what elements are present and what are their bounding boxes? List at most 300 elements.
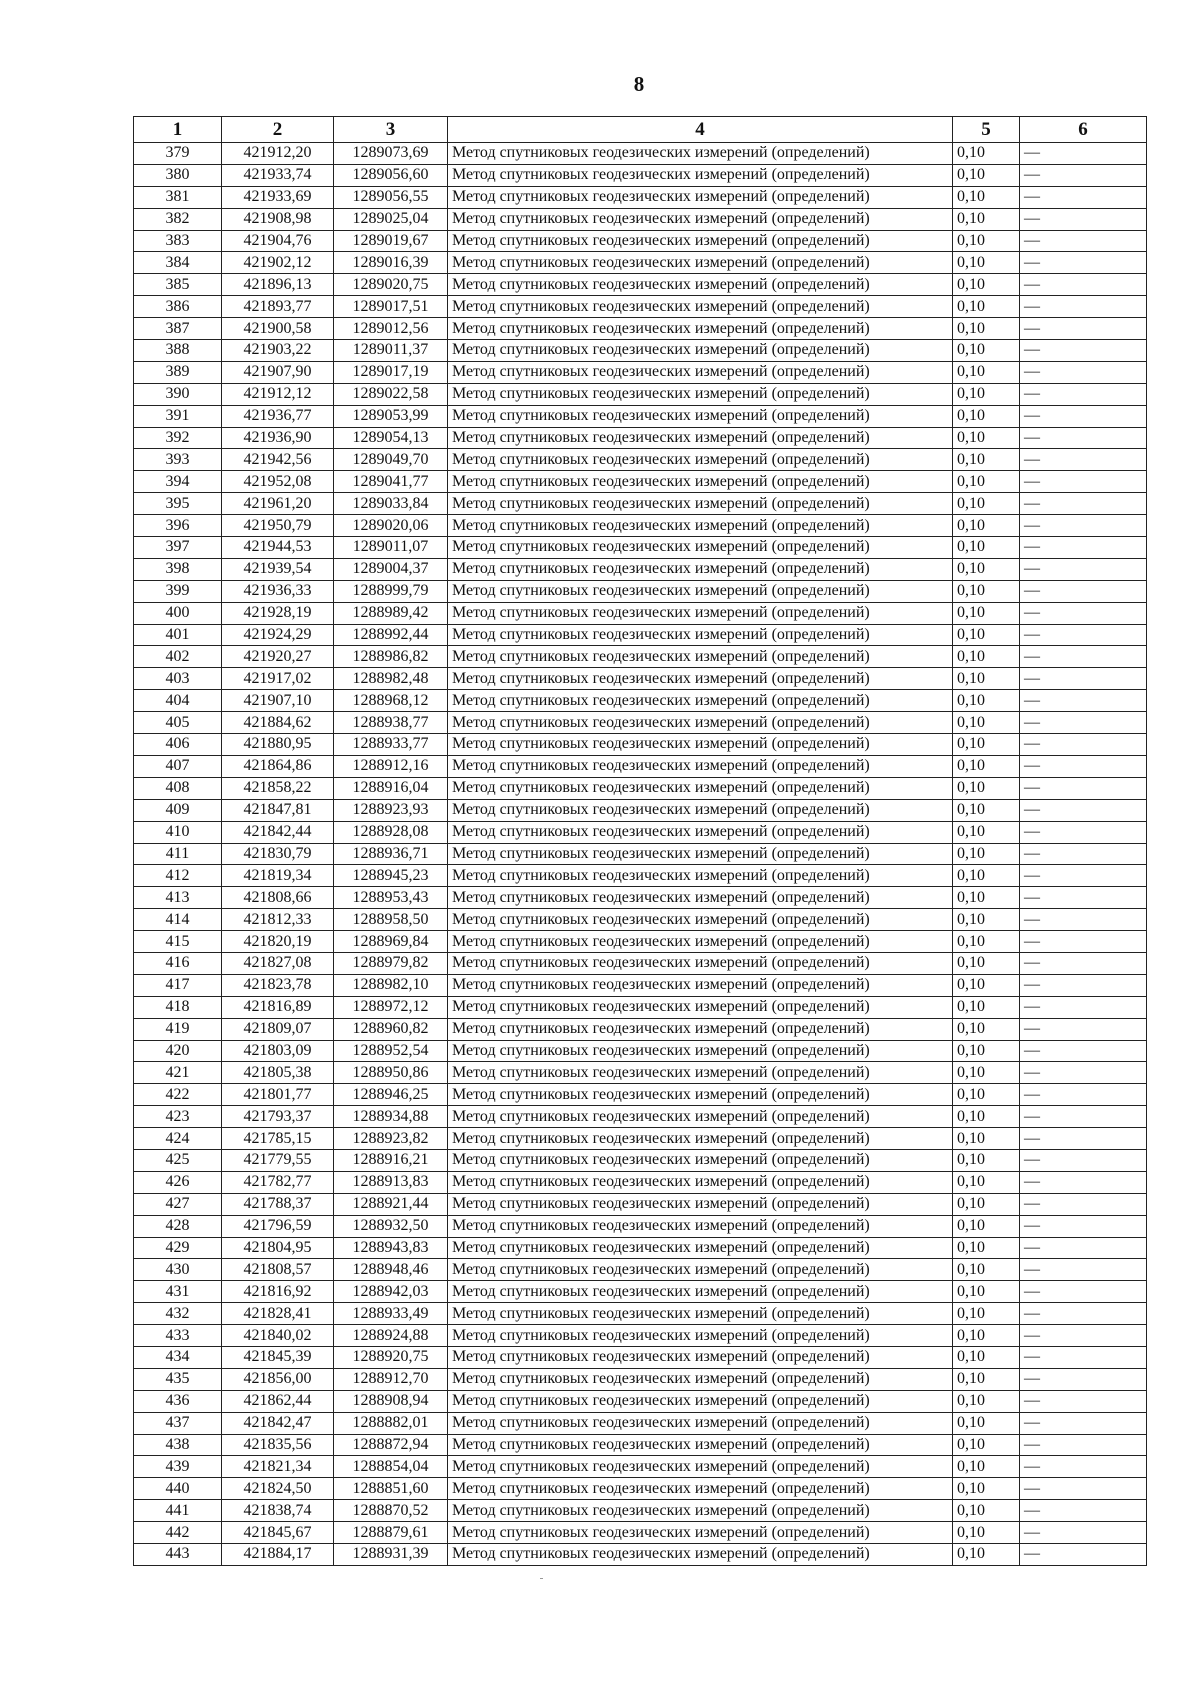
y-coordinate-cell: 1289053,99: [334, 405, 448, 427]
y-coordinate-cell: 1289011,37: [334, 340, 448, 362]
x-coordinate-cell: 421821,34: [222, 1456, 334, 1478]
precision-cell: 0,10: [953, 1128, 1020, 1150]
scan-speck: [540, 1578, 543, 1579]
point-number-cell: 441: [134, 1500, 222, 1522]
y-coordinate-cell: 1288958,50: [334, 909, 448, 931]
point-number-cell: 426: [134, 1171, 222, 1193]
precision-cell: 0,10: [953, 230, 1020, 252]
point-number-cell: 390: [134, 383, 222, 405]
y-coordinate-cell: 1288943,83: [334, 1237, 448, 1259]
x-coordinate-cell: 421779,55: [222, 1149, 334, 1171]
x-coordinate-cell: 421856,00: [222, 1368, 334, 1390]
point-number-cell: 437: [134, 1412, 222, 1434]
point-number-cell: 386: [134, 296, 222, 318]
precision-cell: 0,10: [953, 274, 1020, 296]
x-coordinate-cell: 421864,86: [222, 755, 334, 777]
table-row: [134, 471, 1147, 493]
method-cell: Метод спутниковых геодезических измерений (определений): [448, 1084, 953, 1106]
table-row: [134, 230, 1147, 252]
precision-cell: 0,10: [953, 1259, 1020, 1281]
description-cell: —: [1020, 230, 1147, 252]
table-row: [134, 405, 1147, 427]
description-cell: —: [1020, 1390, 1147, 1412]
method-cell: Метод спутниковых геодезических измерений (определений): [448, 1390, 953, 1412]
point-number-cell: 380: [134, 164, 222, 186]
x-coordinate-cell: 421902,12: [222, 252, 334, 274]
point-number-cell: 415: [134, 931, 222, 953]
x-coordinate-cell: 421907,10: [222, 690, 334, 712]
table-row: [134, 755, 1147, 777]
table-row: [134, 1040, 1147, 1062]
x-coordinate-cell: 421782,77: [222, 1171, 334, 1193]
description-cell: —: [1020, 1237, 1147, 1259]
method-cell: Метод спутниковых геодезических измерений (определений): [448, 340, 953, 362]
y-coordinate-cell: 1288908,94: [334, 1390, 448, 1412]
point-number-cell: 414: [134, 909, 222, 931]
precision-cell: 0,10: [953, 1237, 1020, 1259]
method-cell: Метод спутниковых геодезических измерений (определений): [448, 1368, 953, 1390]
point-number-cell: 413: [134, 887, 222, 909]
precision-cell: 0,10: [953, 361, 1020, 383]
y-coordinate-cell: 1289041,77: [334, 471, 448, 493]
method-cell: Метод спутниковых геодезических измерений (определений): [448, 230, 953, 252]
method-cell: Метод спутниковых геодезических измерений (определений): [448, 996, 953, 1018]
x-coordinate-cell: 421884,62: [222, 712, 334, 734]
precision-cell: 0,10: [953, 1456, 1020, 1478]
x-coordinate-cell: 421936,90: [222, 427, 334, 449]
table-row: [134, 1303, 1147, 1325]
x-coordinate-cell: 421840,02: [222, 1325, 334, 1347]
table-row: [134, 1390, 1147, 1412]
method-cell: Метод спутниковых геодезических измерений (определений): [448, 1193, 953, 1215]
precision-cell: 0,10: [953, 1149, 1020, 1171]
x-coordinate-cell: 421920,27: [222, 646, 334, 668]
x-coordinate-cell: 421828,41: [222, 1303, 334, 1325]
description-cell: —: [1020, 1128, 1147, 1150]
x-coordinate-cell: 421804,95: [222, 1237, 334, 1259]
description-cell: —: [1020, 1084, 1147, 1106]
method-cell: Метод спутниковых геодезических измерений (определений): [448, 537, 953, 559]
method-cell: Метод спутниковых геодезических измерений (определений): [448, 1303, 953, 1325]
precision-cell: 0,10: [953, 1390, 1020, 1412]
description-cell: —: [1020, 383, 1147, 405]
precision-cell: 0,10: [953, 755, 1020, 777]
y-coordinate-cell: 1288936,71: [334, 843, 448, 865]
y-coordinate-cell: 1288870,52: [334, 1500, 448, 1522]
precision-cell: 0,10: [953, 887, 1020, 909]
table-row: [134, 865, 1147, 887]
table-row: [134, 931, 1147, 953]
y-coordinate-cell: 1289056,60: [334, 164, 448, 186]
description-cell: —: [1020, 405, 1147, 427]
point-number-cell: 431: [134, 1281, 222, 1303]
y-coordinate-cell: 1289056,55: [334, 186, 448, 208]
precision-cell: 0,10: [953, 1062, 1020, 1084]
x-coordinate-cell: 421936,33: [222, 580, 334, 602]
method-cell: Метод спутниковых геодезических измерений (определений): [448, 668, 953, 690]
x-coordinate-cell: 421805,38: [222, 1062, 334, 1084]
precision-cell: 0,10: [953, 865, 1020, 887]
y-coordinate-cell: 1288942,03: [334, 1281, 448, 1303]
x-coordinate-cell: 421936,77: [222, 405, 334, 427]
x-coordinate-cell: 421819,34: [222, 865, 334, 887]
x-coordinate-cell: 421847,81: [222, 799, 334, 821]
method-cell: Метод спутниковых геодезических измерений (определений): [448, 712, 953, 734]
point-number-cell: 435: [134, 1368, 222, 1390]
x-coordinate-cell: 421900,58: [222, 318, 334, 340]
method-cell: Метод спутниковых геодезических измерений (определений): [448, 865, 953, 887]
point-number-cell: 419: [134, 1018, 222, 1040]
description-cell: —: [1020, 602, 1147, 624]
x-coordinate-cell: 421838,74: [222, 1500, 334, 1522]
description-cell: —: [1020, 1368, 1147, 1390]
y-coordinate-cell: 1288912,16: [334, 755, 448, 777]
x-coordinate-cell: 421896,13: [222, 274, 334, 296]
method-cell: Метод спутниковых геодезических измерений (определений): [448, 318, 953, 340]
point-number-cell: 434: [134, 1346, 222, 1368]
table-row: [134, 143, 1147, 165]
point-number-cell: 428: [134, 1215, 222, 1237]
y-coordinate-cell: 1288928,08: [334, 821, 448, 843]
point-number-cell: 384: [134, 252, 222, 274]
precision-cell: 0,10: [953, 493, 1020, 515]
description-cell: —: [1020, 755, 1147, 777]
y-coordinate-cell: 1288913,83: [334, 1171, 448, 1193]
point-number-cell: 433: [134, 1325, 222, 1347]
table-row: [134, 1500, 1147, 1522]
y-coordinate-cell: 1288945,23: [334, 865, 448, 887]
method-cell: Метод спутниковых геодезических измерений (определений): [448, 1478, 953, 1500]
point-number-cell: 403: [134, 668, 222, 690]
table-row: [134, 493, 1147, 515]
precision-cell: 0,10: [953, 1412, 1020, 1434]
method-cell: Метод спутниковых геодезических измерений (определений): [448, 493, 953, 515]
point-number-cell: 385: [134, 274, 222, 296]
method-cell: Метод спутниковых геодезических измерений (определений): [448, 821, 953, 843]
x-coordinate-cell: 421809,07: [222, 1018, 334, 1040]
y-coordinate-cell: 1289054,13: [334, 427, 448, 449]
precision-cell: 0,10: [953, 186, 1020, 208]
description-cell: —: [1020, 931, 1147, 953]
description-cell: —: [1020, 1193, 1147, 1215]
x-coordinate-cell: 421796,59: [222, 1215, 334, 1237]
method-cell: Метод спутниковых геодезических измерений (определений): [448, 1040, 953, 1062]
y-coordinate-cell: 1289017,51: [334, 296, 448, 318]
y-coordinate-cell: 1288972,12: [334, 996, 448, 1018]
header-cell-6: 6: [1020, 117, 1147, 143]
method-cell: Метод спутниковых геодезических измерений (определений): [448, 799, 953, 821]
description-cell: —: [1020, 1215, 1147, 1237]
description-cell: —: [1020, 1040, 1147, 1062]
table-row: [134, 887, 1147, 909]
method-cell: Метод спутниковых геодезических измерений (определений): [448, 580, 953, 602]
method-cell: Метод спутниковых геодезических измерений (определений): [448, 690, 953, 712]
description-cell: —: [1020, 1171, 1147, 1193]
point-number-cell: 418: [134, 996, 222, 1018]
description-cell: —: [1020, 777, 1147, 799]
y-coordinate-cell: 1288933,49: [334, 1303, 448, 1325]
point-number-cell: 443: [134, 1544, 222, 1566]
table-row: [134, 1018, 1147, 1040]
point-number-cell: 409: [134, 799, 222, 821]
table-row: [134, 1259, 1147, 1281]
y-coordinate-cell: 1289012,56: [334, 318, 448, 340]
method-cell: Метод спутниковых геодезических измерений (определений): [448, 143, 953, 165]
description-cell: —: [1020, 537, 1147, 559]
precision-cell: 0,10: [953, 1434, 1020, 1456]
header-cell-1: 1: [134, 117, 222, 143]
description-cell: —: [1020, 143, 1147, 165]
point-number-cell: 410: [134, 821, 222, 843]
y-coordinate-cell: 1288960,82: [334, 1018, 448, 1040]
x-coordinate-cell: 421939,54: [222, 558, 334, 580]
table-row: [134, 449, 1147, 471]
description-cell: —: [1020, 865, 1147, 887]
header-cell-4: 4: [448, 117, 953, 143]
description-cell: —: [1020, 296, 1147, 318]
method-cell: Метод спутниковых геодезических измерений (определений): [448, 515, 953, 537]
x-coordinate-cell: 421924,29: [222, 624, 334, 646]
precision-cell: 0,10: [953, 537, 1020, 559]
y-coordinate-cell: 1289020,06: [334, 515, 448, 537]
x-coordinate-cell: 421903,22: [222, 340, 334, 362]
description-cell: —: [1020, 449, 1147, 471]
y-coordinate-cell: 1288921,44: [334, 1193, 448, 1215]
description-cell: —: [1020, 1303, 1147, 1325]
y-coordinate-cell: 1288854,04: [334, 1456, 448, 1478]
method-cell: Метод спутниковых геодезических измерений (определений): [448, 1128, 953, 1150]
description-cell: —: [1020, 909, 1147, 931]
precision-cell: 0,10: [953, 1325, 1020, 1347]
table-row: [134, 799, 1147, 821]
x-coordinate-cell: 421823,78: [222, 974, 334, 996]
y-coordinate-cell: 1288999,79: [334, 580, 448, 602]
table-row: [134, 252, 1147, 274]
x-coordinate-cell: 421862,44: [222, 1390, 334, 1412]
method-cell: Метод спутниковых геодезических измерений (определений): [448, 296, 953, 318]
x-coordinate-cell: 421785,15: [222, 1128, 334, 1150]
precision-cell: 0,10: [953, 1215, 1020, 1237]
x-coordinate-cell: 421933,74: [222, 164, 334, 186]
precision-cell: 0,10: [953, 1193, 1020, 1215]
coordinates-table: [133, 116, 1147, 1566]
method-cell: Метод спутниковых геодезических измерений (определений): [448, 1544, 953, 1566]
table-row: [134, 1237, 1147, 1259]
point-number-cell: 422: [134, 1084, 222, 1106]
precision-cell: 0,10: [953, 1040, 1020, 1062]
table-row: [134, 734, 1147, 756]
precision-cell: 0,10: [953, 449, 1020, 471]
table-row: [134, 1215, 1147, 1237]
header-cell-3: 3: [334, 117, 448, 143]
point-number-cell: 439: [134, 1456, 222, 1478]
y-coordinate-cell: 1288932,50: [334, 1215, 448, 1237]
description-cell: —: [1020, 208, 1147, 230]
method-cell: Метод спутниковых геодезических измерений (определений): [448, 558, 953, 580]
table-row: [134, 712, 1147, 734]
y-coordinate-cell: 1288920,75: [334, 1346, 448, 1368]
point-number-cell: 379: [134, 143, 222, 165]
description-cell: —: [1020, 1346, 1147, 1368]
y-coordinate-cell: 1288872,94: [334, 1434, 448, 1456]
x-coordinate-cell: 421788,37: [222, 1193, 334, 1215]
precision-cell: 0,10: [953, 1522, 1020, 1544]
x-coordinate-cell: 421845,67: [222, 1522, 334, 1544]
method-cell: Метод спутниковых геодезических измерений (определений): [448, 952, 953, 974]
method-cell: Метод спутниковых геодезических измерений (определений): [448, 186, 953, 208]
method-cell: Метод спутниковых геодезических измерений (определений): [448, 252, 953, 274]
description-cell: —: [1020, 1106, 1147, 1128]
point-number-cell: 398: [134, 558, 222, 580]
point-number-cell: 394: [134, 471, 222, 493]
description-cell: —: [1020, 843, 1147, 865]
table-row: [134, 1544, 1147, 1566]
precision-cell: 0,10: [953, 777, 1020, 799]
table-header: [134, 117, 1147, 143]
y-coordinate-cell: 1288916,21: [334, 1149, 448, 1171]
y-coordinate-cell: 1288986,82: [334, 646, 448, 668]
table-row: [134, 558, 1147, 580]
x-coordinate-cell: 421904,76: [222, 230, 334, 252]
y-coordinate-cell: 1289033,84: [334, 493, 448, 515]
precision-cell: 0,10: [953, 909, 1020, 931]
table-row: [134, 1325, 1147, 1347]
table-row: [134, 383, 1147, 405]
table-row: [134, 296, 1147, 318]
y-coordinate-cell: 1289004,37: [334, 558, 448, 580]
precision-cell: 0,10: [953, 1171, 1020, 1193]
method-cell: Метод спутниковых геодезических измерений (определений): [448, 1456, 953, 1478]
point-number-cell: 399: [134, 580, 222, 602]
y-coordinate-cell: 1288950,86: [334, 1062, 448, 1084]
x-coordinate-cell: 421812,33: [222, 909, 334, 931]
table-row: [134, 1062, 1147, 1084]
method-cell: Метод спутниковых геодезических измерений (определений): [448, 1171, 953, 1193]
method-cell: Метод спутниковых геодезических измерений (определений): [448, 931, 953, 953]
x-coordinate-cell: 421884,17: [222, 1544, 334, 1566]
table-row: [134, 1171, 1147, 1193]
precision-cell: 0,10: [953, 712, 1020, 734]
method-cell: Метод спутниковых геодезических измерений (определений): [448, 1259, 953, 1281]
point-number-cell: 420: [134, 1040, 222, 1062]
description-cell: —: [1020, 1412, 1147, 1434]
y-coordinate-cell: 1288916,04: [334, 777, 448, 799]
y-coordinate-cell: 1288992,44: [334, 624, 448, 646]
y-coordinate-cell: 1288982,48: [334, 668, 448, 690]
point-number-cell: 429: [134, 1237, 222, 1259]
precision-cell: 0,10: [953, 296, 1020, 318]
description-cell: —: [1020, 1434, 1147, 1456]
method-cell: Метод спутниковых геодезических измерений (определений): [448, 208, 953, 230]
x-coordinate-cell: 421842,44: [222, 821, 334, 843]
description-cell: —: [1020, 274, 1147, 296]
method-cell: Метод спутниковых геодезических измерений (определений): [448, 974, 953, 996]
table-row: [134, 843, 1147, 865]
point-number-cell: 396: [134, 515, 222, 537]
method-cell: Метод спутниковых геодезических измерений (определений): [448, 1215, 953, 1237]
table-row: [134, 1128, 1147, 1150]
point-number-cell: 438: [134, 1434, 222, 1456]
method-cell: Метод спутниковых геодезических измерений (определений): [448, 361, 953, 383]
description-cell: —: [1020, 1281, 1147, 1303]
y-coordinate-cell: 1289073,69: [334, 143, 448, 165]
table-row: [134, 602, 1147, 624]
point-number-cell: 405: [134, 712, 222, 734]
description-cell: —: [1020, 624, 1147, 646]
description-cell: —: [1020, 1325, 1147, 1347]
table-row: [134, 208, 1147, 230]
table-row: [134, 646, 1147, 668]
description-cell: —: [1020, 558, 1147, 580]
point-number-cell: 416: [134, 952, 222, 974]
precision-cell: 0,10: [953, 1018, 1020, 1040]
x-coordinate-cell: 421830,79: [222, 843, 334, 865]
table-row: [134, 340, 1147, 362]
point-number-cell: 395: [134, 493, 222, 515]
x-coordinate-cell: 421952,08: [222, 471, 334, 493]
table-row: [134, 974, 1147, 996]
header-cell-5: 5: [953, 117, 1020, 143]
point-number-cell: 442: [134, 1522, 222, 1544]
y-coordinate-cell: 1288931,39: [334, 1544, 448, 1566]
x-coordinate-cell: 421824,50: [222, 1478, 334, 1500]
y-coordinate-cell: 1288879,61: [334, 1522, 448, 1544]
table-row: [134, 580, 1147, 602]
y-coordinate-cell: 1288933,77: [334, 734, 448, 756]
y-coordinate-cell: 1289011,07: [334, 537, 448, 559]
point-number-cell: 408: [134, 777, 222, 799]
y-coordinate-cell: 1288923,93: [334, 799, 448, 821]
precision-cell: 0,10: [953, 427, 1020, 449]
description-cell: —: [1020, 690, 1147, 712]
table-row: [134, 1434, 1147, 1456]
precision-cell: 0,10: [953, 931, 1020, 953]
method-cell: Метод спутниковых геодезических измерений (определений): [448, 1500, 953, 1522]
point-number-cell: 440: [134, 1478, 222, 1500]
method-cell: Метод спутниковых геодезических измерений (определений): [448, 1106, 953, 1128]
precision-cell: 0,10: [953, 164, 1020, 186]
point-number-cell: 393: [134, 449, 222, 471]
x-coordinate-cell: 421801,77: [222, 1084, 334, 1106]
method-cell: Метод спутниковых геодезических измерений (определений): [448, 1412, 953, 1434]
precision-cell: 0,10: [953, 143, 1020, 165]
precision-cell: 0,10: [953, 799, 1020, 821]
precision-cell: 0,10: [953, 580, 1020, 602]
precision-cell: 0,10: [953, 252, 1020, 274]
point-number-cell: 392: [134, 427, 222, 449]
y-coordinate-cell: 1289020,75: [334, 274, 448, 296]
method-cell: Метод спутниковых геодезических измерений (определений): [448, 755, 953, 777]
table-row: [134, 821, 1147, 843]
table-row: [134, 996, 1147, 1018]
table-row: [134, 1281, 1147, 1303]
method-cell: Метод спутниковых геодезических измерений (определений): [448, 1325, 953, 1347]
x-coordinate-cell: 421793,37: [222, 1106, 334, 1128]
table-row: [134, 624, 1147, 646]
x-coordinate-cell: 421880,95: [222, 734, 334, 756]
header-cell-2: 2: [222, 117, 334, 143]
point-number-cell: 417: [134, 974, 222, 996]
description-cell: —: [1020, 1149, 1147, 1171]
precision-cell: 0,10: [953, 1368, 1020, 1390]
method-cell: Метод спутниковых геодезических измерений (определений): [448, 1522, 953, 1544]
y-coordinate-cell: 1288924,88: [334, 1325, 448, 1347]
y-coordinate-cell: 1289017,19: [334, 361, 448, 383]
point-number-cell: 427: [134, 1193, 222, 1215]
point-number-cell: 412: [134, 865, 222, 887]
table-row: [134, 1346, 1147, 1368]
precision-cell: 0,10: [953, 1303, 1020, 1325]
